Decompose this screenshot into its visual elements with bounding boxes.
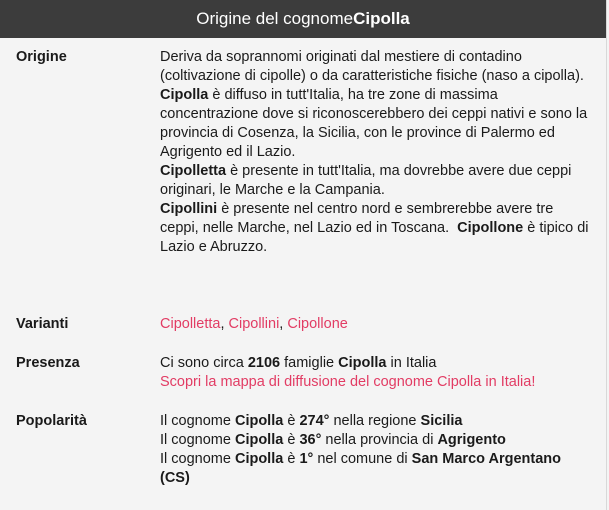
variant-separator: ,	[220, 316, 229, 332]
header-title-surname: Cipolla	[353, 9, 410, 28]
pop-text: nella regione	[329, 413, 421, 429]
map-link-text-pre: Scopri la mappa di diffusione del cognome	[160, 374, 438, 390]
pop-place: Sicilia	[420, 413, 463, 429]
popolarita-label: Popolarità	[16, 413, 87, 429]
pop-rank: 1°	[299, 451, 314, 467]
presenza-count-line	[160, 354, 592, 373]
origine-paragraph-2	[160, 86, 592, 162]
header-title-prefix: Origine del cognome	[196, 9, 354, 28]
pop-surname: Cipolla	[234, 451, 284, 467]
pop-text: Il cognome	[160, 451, 235, 467]
origine-label: Origine	[16, 49, 67, 65]
origine-text	[160, 48, 592, 257]
origine-paragraph-4	[160, 200, 592, 257]
pop-text: è	[283, 451, 300, 467]
origine-p3-surname: Cipolletta	[160, 163, 227, 179]
pop-rank: 274°	[299, 413, 330, 429]
pop-surname: Cipolla	[234, 432, 284, 448]
pop-text: è	[283, 432, 300, 448]
origine-p3-text: è presente in tutt'Italia, ma dovrebbe avere due ceppi originari, le Marche e la Campania.	[160, 163, 572, 198]
card-header	[0, 0, 606, 38]
origine-p4-end: è tipico di Lazio e Abruzzo.	[160, 220, 589, 255]
pop-place: Agrigento	[437, 432, 506, 448]
popolarita-value	[160, 412, 592, 488]
map-link-text-post: in Italia!	[481, 374, 536, 390]
origine-paragraph-1: Deriva da soprannomi originati dal mestiere di contadino (coltivazione di cipolle) o da caratteristiche fisiche (naso a cipolla).	[160, 49, 584, 84]
pop-rank: 36°	[299, 432, 322, 448]
origine-p2-text: è diffuso in tutt'Italia, ha tre zone di massima concentrazione dove si riconoscerebbero dei ceppi nativi e sono la provincia di Cosenza, la Sicilia, con le province di Palermo ed Agrigento ed il Lazio.	[160, 87, 588, 160]
variant-link-cipollini[interactable]: Cipollini	[228, 316, 280, 332]
variant-link-cipollone[interactable]: Cipollone	[287, 316, 348, 332]
origine-p4-text: è presente nel centro nord e sembrerebbe avere tre ceppi, nelle Marche, nel Lazio ed in Toscana.	[160, 201, 558, 236]
variant-separator: ,	[279, 316, 288, 332]
presenza-label: Presenza	[16, 355, 80, 371]
origine-p2-surname: Cipolla	[160, 87, 209, 103]
variant-link-cipolletta[interactable]: Cipolletta	[160, 316, 221, 332]
pop-text: è	[283, 413, 300, 429]
pop-surname: Cipolla	[234, 413, 284, 429]
presenza-text-2: famiglie	[280, 355, 339, 371]
origine-p4-surname-2: Cipollone	[457, 220, 524, 236]
map-link-surname: Cipolla	[437, 374, 482, 390]
pop-text: Il cognome	[160, 413, 235, 429]
popolarita-line-region	[160, 412, 592, 431]
pop-text: Il cognome	[160, 432, 235, 448]
presenza-text-3: in Italia	[386, 355, 437, 371]
varianti-label: Varianti	[16, 316, 69, 332]
popolarita-line-province	[160, 431, 592, 450]
varianti-value	[160, 315, 592, 334]
popolarita-line-comune	[160, 450, 592, 488]
presenza-surname: Cipolla	[338, 355, 387, 371]
origine-p4-surname: Cipollini	[160, 201, 218, 217]
pop-place: San Marco Argentano (CS)	[160, 451, 561, 486]
origine-paragraph-3	[160, 162, 592, 200]
diffusion-map-link[interactable]	[160, 374, 535, 390]
presenza-text-1: Ci sono circa	[160, 355, 248, 371]
pop-text: nel comune di	[313, 451, 412, 467]
pop-text: nella provincia di	[321, 432, 438, 448]
presenza-map-line	[160, 373, 592, 392]
presenza-family-count: 2106	[247, 355, 281, 371]
presenza-value	[160, 354, 592, 392]
